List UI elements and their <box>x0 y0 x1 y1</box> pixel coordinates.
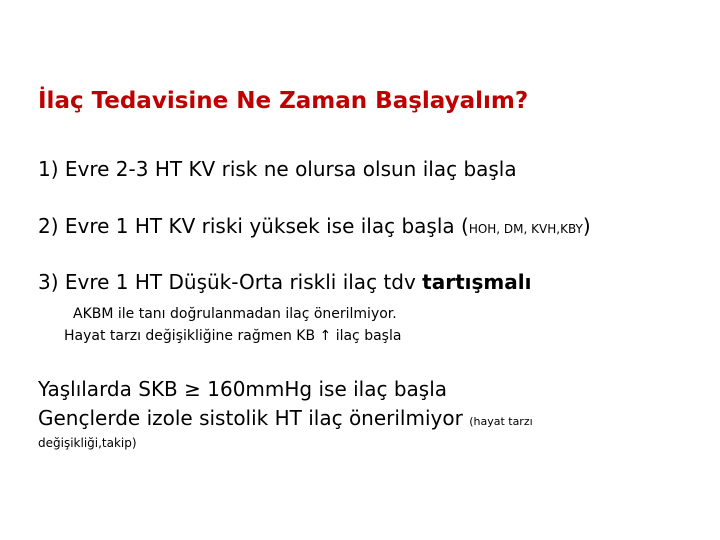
slide-title: İlaç Tedavisine Ne Zaman Başlayalım? <box>38 88 529 114</box>
young-line <box>38 406 533 430</box>
elderly-line: Yaşlılarda SKB ≥ 160mmHg ise ilaç başla <box>38 377 448 401</box>
young-line-note: (hayat tarzı <box>469 415 533 428</box>
item-2-close: ) <box>582 214 591 238</box>
subnote-akbm: AKBM ile tanı doğrulanmadan ilaç önerilmiyor. <box>73 306 397 322</box>
young-line-text: Gençlerde izole sistolik HT ilaç önerilmiyor <box>38 406 470 430</box>
item-3-text: 3) Evre 1 HT Düşük-Orta riskli ilaç tdv <box>38 270 423 294</box>
item-3-emphasis: tartışmalı <box>422 270 532 294</box>
young-line-note-cont: değişikliği,takip) <box>38 436 137 450</box>
subnote-lifestyle: Hayat tarzı değişikliğine rağmen KB ↑ ilaç başla <box>64 328 402 344</box>
item-2-conditions: HOH, DM, KVH,KBY <box>468 222 583 236</box>
item-2-text: 2) Evre 1 HT KV riski yüksek ise ilaç başla ( <box>38 214 469 238</box>
item-1: 1) Evre 2-3 HT KV risk ne olursa olsun ilaç başla <box>38 157 517 181</box>
item-3 <box>38 270 531 294</box>
item-2 <box>38 214 591 238</box>
